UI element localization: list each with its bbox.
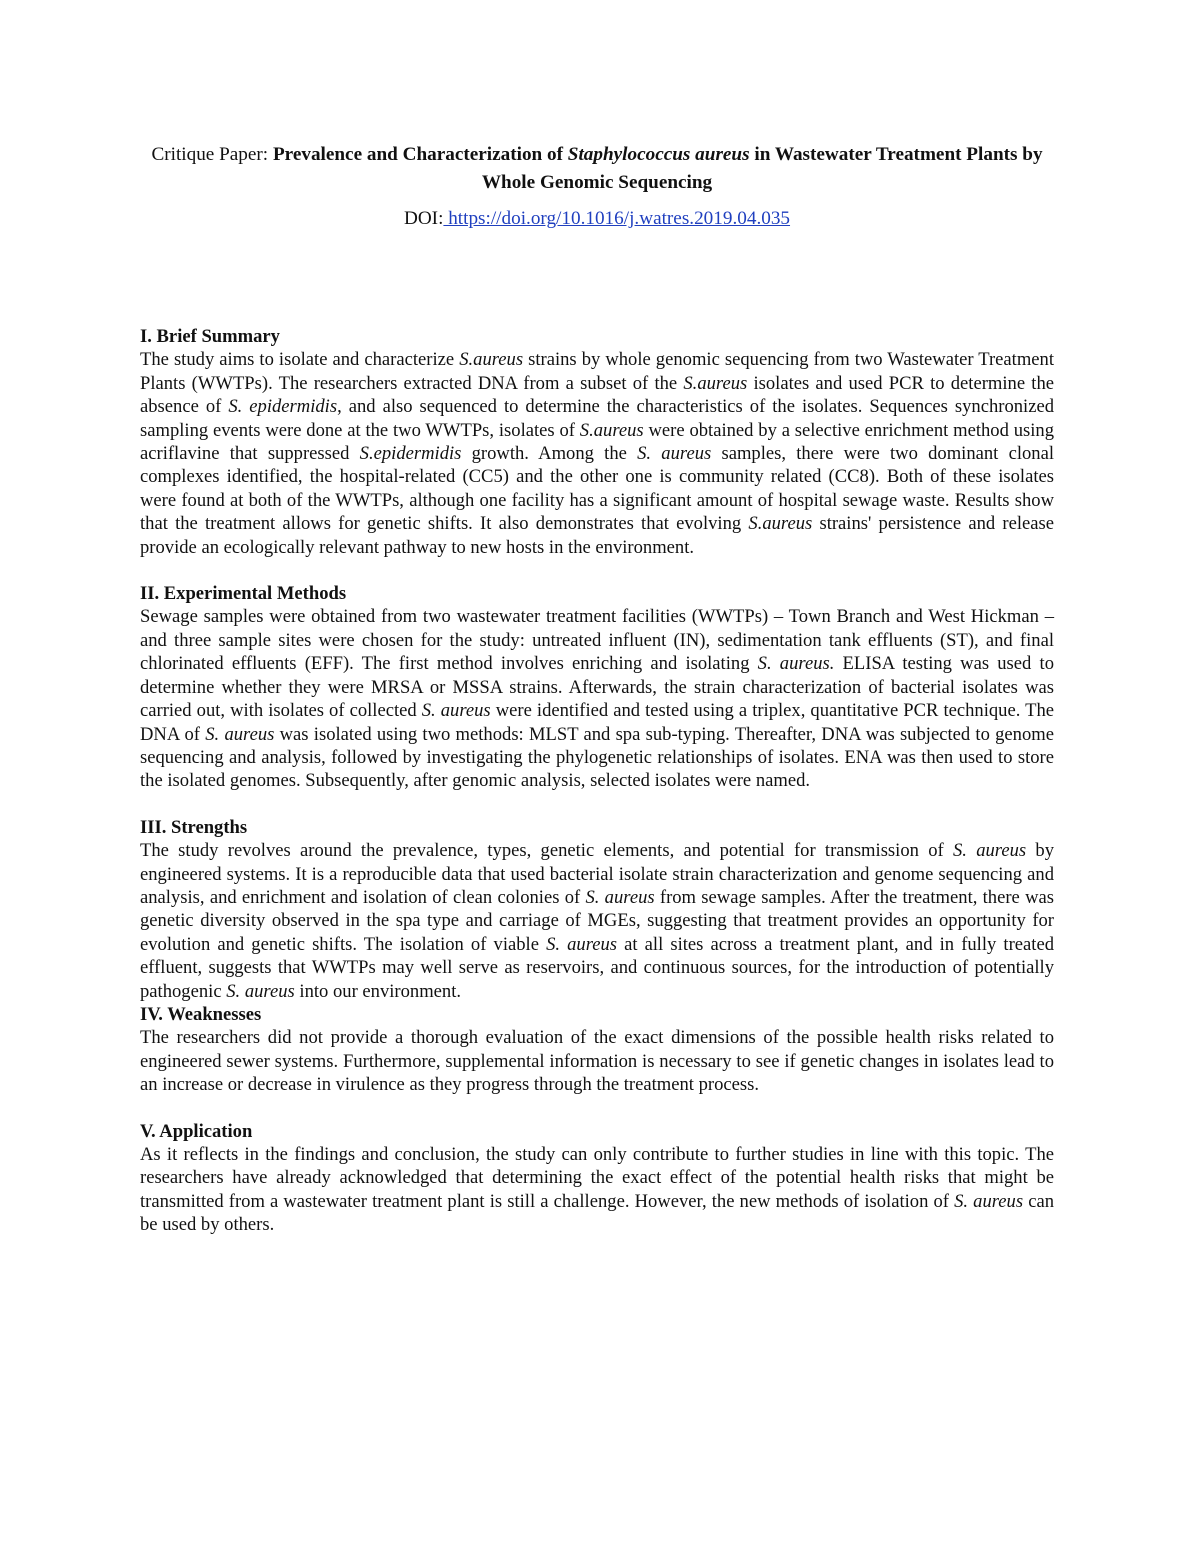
species-name: S. aureus <box>585 886 655 908</box>
section-strengths <box>140 816 1054 1003</box>
species-name: S.aureus <box>748 513 813 535</box>
doi-link[interactable]: https://doi.org/10.1016/j.watres.2019.04.035 <box>443 208 791 229</box>
text-run: strains' persistence and release provide an ecologically relevant pathway to new hosts in the environment. <box>140 513 1054 558</box>
species-name: S. aureus <box>226 980 295 1002</box>
section-heading: III. Strengths <box>140 816 248 838</box>
text-run: Sewage samples were obtained from two wastewater treatment facilities (WWTPs) – Town Branch and West Hickman – and three sample sites were chosen for the study: untreated influent (IN), sedimentation tank effluents (ST), and final chlorinated effluents (EFF). The first method involves enriching and isolating <box>140 606 1054 675</box>
section-heading: V. Application <box>140 1120 253 1142</box>
section-heading: II. Experimental Methods <box>140 583 347 605</box>
text-run: strains by whole genomic sequencing from two Wastewater Treatment Plants (WWTPs). The researchers extracted DNA from a subset of the <box>140 349 1055 394</box>
species-name: S. aureus. <box>757 653 835 675</box>
text-run: As it reflects in the findings and conclusion, the study can only contribute to further studies in line with this topic. The researchers have already acknowledged that determining the exact effect of the potential health risks that might be transmitted from a wastewater treatment plant is still a challenge. However, the new methods of isolation of <box>140 1144 1054 1212</box>
doi-line <box>140 205 1054 233</box>
section-heading: IV. Weaknesses <box>140 1003 262 1025</box>
text-run: samples, there were two dominant clonal complexes identified, the hospital-related (CC5) and the other one is community related (CC8). Both of these isolates were found at both of the WWTPs, although one facility has a significant amount of hospital sewage waste. Results show that the treatment allows for genetic shifts. It also demonstrates that evolving <box>140 443 1055 535</box>
section-experimental-methods <box>140 582 1054 793</box>
section-paragraph <box>140 1026 1054 1096</box>
species-name: S. aureus <box>546 933 618 955</box>
text-run: were identified and tested using a triplex, quantitative PCR technique. The DNA of <box>140 700 1055 745</box>
section-paragraph <box>140 605 1054 792</box>
species-name: S. aureus <box>954 1190 1024 1212</box>
text-run: growth. Among the <box>461 443 638 465</box>
section-paragraph <box>140 348 1054 559</box>
species-name: S. aureus <box>952 840 1027 862</box>
text-run: can be used by others. <box>140 1190 1055 1236</box>
title-prefix: Critique Paper: <box>151 144 269 165</box>
title-species-name: Staphylococcus aureus <box>567 144 750 165</box>
species-name: S. aureus <box>205 723 275 745</box>
text-run: ELISA testing was used to determine whether they were MRSA or MSSA strains. Afterwards, the strain characterization of bacterial isolates was carried out, with isolates of collected <box>140 653 1054 722</box>
text-run: was isolated using two methods: MLST and spa sub-typing. Thereafter, DNA was subjected to genome sequencing and analysis, followed by investigating the phylogenetic relationships of isolates. ENA was then used to store the isolated genomes. Subsequently, after genomic analysis, selected isolates were named. <box>140 723 1054 792</box>
text-run: were obtained by a selective enrichment method using acriflavine that suppressed <box>140 419 1054 465</box>
title-bold-part-2: in Wastewater Treatment Plants by Whole Genomic Sequencing <box>481 144 1043 193</box>
section-paragraph <box>140 839 1054 1003</box>
species-name: S.aureus <box>683 372 748 394</box>
text-run: , and also sequenced to determine the characteristics of the isolates. Sequences synchronized sampling events were done at the two WWTPs, isolates of <box>140 396 1055 441</box>
text-run: The study revolves around the prevalence, types, genetic elements, and potential for transmission of <box>140 840 953 862</box>
text-run: isolates and used PCR to determine the absence of <box>140 372 1055 418</box>
species-name: S.epidermidis <box>359 443 462 465</box>
text-run: from sewage samples. After the treatment, there was genetic diversity observed in the spa type and carriage of MGEs, suggesting that treatment provides an opportunity for evolution and genetic shifts. The isolation of viable <box>140 886 1054 955</box>
document-page <box>140 141 1054 1237</box>
text-run: at all sites across a treatment plant, and in fully treated effluent, suggests that WWTPs may well serve as reservoirs, and continuous sources, for the introduction of potentially pathogenic <box>140 933 1054 1002</box>
section-heading: I. Brief Summary <box>140 326 280 347</box>
species-name: S. epidermidis <box>228 396 338 418</box>
species-name: S.aureus <box>459 349 524 371</box>
text-run: into our environment. <box>294 980 462 1002</box>
text-run: The researchers did not provide a thorough evaluation of the exact dimensions of the possible health risks related to engineered sewer systems. Furthermore, supplemental information is necessary to see if genetic changes in isolates lead to an increase or decrease in virulence as they progress through the treatment process. <box>140 1027 1054 1096</box>
text-run: The study aims to isolate and characterize <box>140 349 460 371</box>
section-brief-summary <box>140 325 1054 559</box>
title-bold-part-1: Prevalence and Characterization of <box>272 144 563 165</box>
doi-label: DOI: <box>403 208 444 229</box>
text-run: by engineered systems. It is a reproducible data that used bacterial isolate strain characterization and genome sequencing and analysis, and enrichment and isolation of clean colonies of <box>140 840 1054 908</box>
species-name: S. aureus <box>637 443 712 465</box>
section-application <box>140 1120 1054 1237</box>
paper-title <box>140 141 1054 197</box>
section-paragraph <box>140 1143 1054 1237</box>
section-weaknesses <box>140 1003 1054 1097</box>
species-name: S.aureus <box>579 419 644 441</box>
species-name: S. aureus <box>421 700 491 722</box>
